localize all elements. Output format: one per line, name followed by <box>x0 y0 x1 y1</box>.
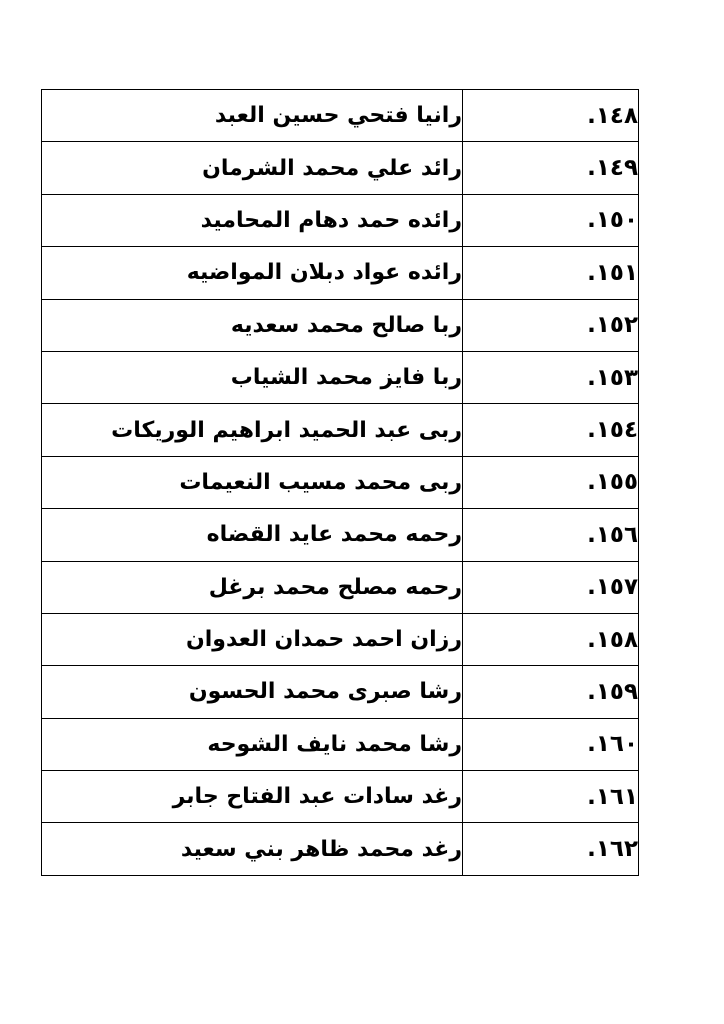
row-name: رانيا فتحي حسين العبد <box>42 90 463 142</box>
row-number: ١٦٠. <box>463 718 639 770</box>
row-number: ١٦١. <box>463 771 639 823</box>
row-number: ١٥٨. <box>463 613 639 665</box>
row-number: ١٥٣. <box>463 351 639 403</box>
row-number: ١٥٢. <box>463 299 639 351</box>
table-row <box>42 509 639 561</box>
row-number: ١٦٢. <box>463 823 639 875</box>
row-number: ١٥٦. <box>463 509 639 561</box>
row-number: ١٥٠. <box>463 194 639 246</box>
row-name: رغد سادات عبد الفتاح جابر <box>42 771 463 823</box>
row-name: رحمه مصلح محمد برغل <box>42 561 463 613</box>
table-row <box>42 613 639 665</box>
row-name: ربا صالح محمد سعديه <box>42 299 463 351</box>
row-number: ١٥٥. <box>463 456 639 508</box>
row-number: ١٥١. <box>463 247 639 299</box>
row-name: رائد علي محمد الشرمان <box>42 142 463 194</box>
row-number: ١٥٤. <box>463 404 639 456</box>
row-name: رشا صبرى محمد الحسون <box>42 666 463 718</box>
table-row <box>42 142 639 194</box>
table-row <box>42 194 639 246</box>
names-table-body <box>42 90 639 876</box>
row-name: رحمه محمد عايد القضاه <box>42 509 463 561</box>
row-name: رشا محمد نايف الشوحه <box>42 718 463 770</box>
row-name: ربى محمد مسيب النعيمات <box>42 456 463 508</box>
row-name: رائده حمد دهام المحاميد <box>42 194 463 246</box>
row-number: ١٥٧. <box>463 561 639 613</box>
row-name: ربى عبد الحميد ابراهيم الوريكات <box>42 404 463 456</box>
row-number: ١٥٩. <box>463 666 639 718</box>
table-row <box>42 247 639 299</box>
row-name: ربا فايز محمد الشياب <box>42 351 463 403</box>
table-row <box>42 90 639 142</box>
table-row <box>42 561 639 613</box>
row-name: رغد محمد ظاهر بني سعيد <box>42 823 463 875</box>
table-row <box>42 404 639 456</box>
table-row <box>42 351 639 403</box>
row-number: ١٤٩. <box>463 142 639 194</box>
table-row <box>42 771 639 823</box>
names-table <box>41 89 639 876</box>
table-row <box>42 718 639 770</box>
table-row <box>42 299 639 351</box>
row-name: رائده عواد دبلان المواضيه <box>42 247 463 299</box>
table-row <box>42 456 639 508</box>
table-row <box>42 823 639 875</box>
row-name: رزان احمد حمدان العدوان <box>42 613 463 665</box>
table-row <box>42 666 639 718</box>
row-number: ١٤٨. <box>463 90 639 142</box>
